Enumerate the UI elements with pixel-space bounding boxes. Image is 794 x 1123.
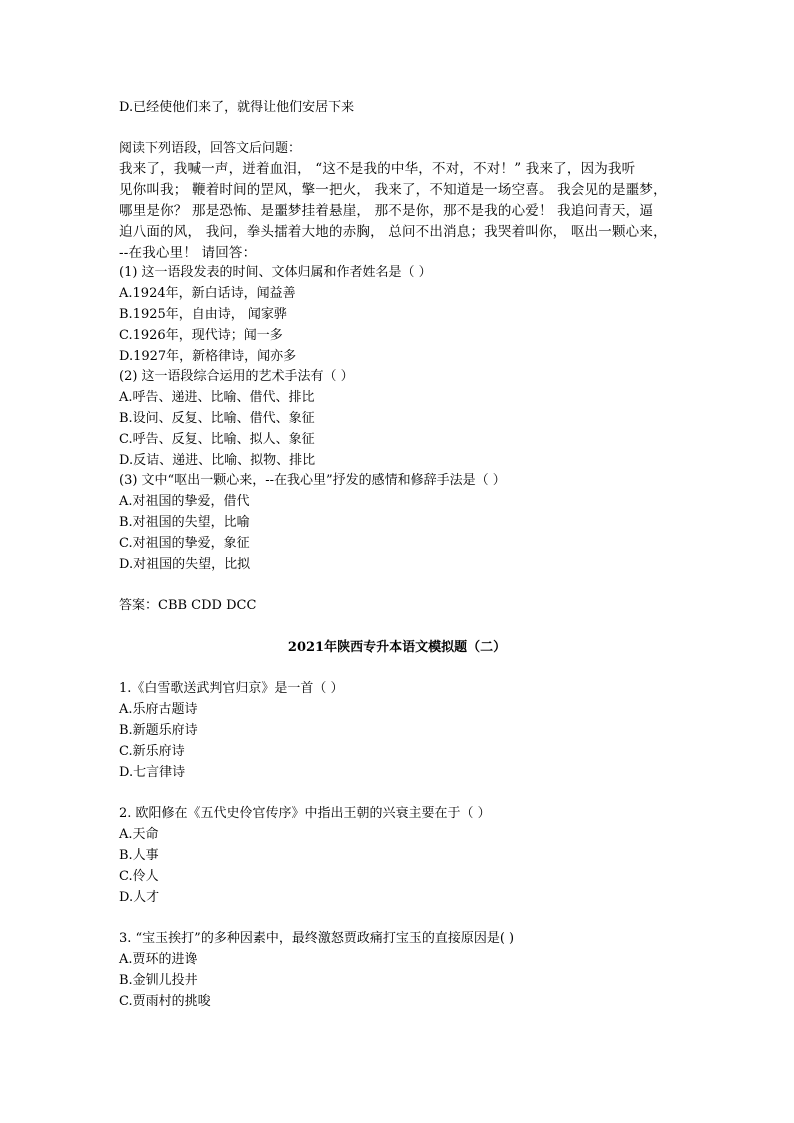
option-d: D.1927年，新格律诗，闻亦多 <box>119 349 297 364</box>
option-b: B.对祖国的失望，比喻 <box>119 515 250 530</box>
option-a: A.乐府古题诗 <box>119 702 198 717</box>
question-stem: (2) 这一语段综合运用的艺术手法有（ ） <box>119 369 354 384</box>
option-d: D.人才 <box>119 890 160 905</box>
option-b: B.金钏儿投井 <box>119 973 198 988</box>
option-c: C.呼告、反复、比喻、拟人、象征 <box>119 432 315 447</box>
option-a: A.对祖国的挚爱，借代 <box>119 494 250 509</box>
option-c: C.伶人 <box>119 869 159 884</box>
option-c: C.新乐府诗 <box>119 744 185 759</box>
passage-line-1: 我来了，我喊一声，迸着血泪， “这不是我的中华，不对，不对！” 我来了，因为我听 <box>119 161 636 177</box>
option-d: D.七言律诗 <box>119 765 186 780</box>
option-d: D.对祖国的失望，比拟 <box>119 557 251 572</box>
option-b: B.新题乐府诗 <box>119 723 198 738</box>
option-d-prev-question: D.已经使他们来了，就得让他们安居下来 <box>119 100 355 115</box>
option-c: C.对祖国的挚爱，象征 <box>119 536 250 551</box>
question-stem: (1) 这一语段发表的时间、文体归属和作者姓名是（ ） <box>119 265 432 280</box>
answer-key: 答案：CBB CDD DCC <box>119 598 257 613</box>
passage-line-2: 见你叫我； 鞭着时间的罡风，擎一把火， 我来了，不知道是一场空喜。 我会见的是噩梦， <box>119 182 667 198</box>
option-a: A.呼告、递进、比喻、借代、排比 <box>119 390 315 405</box>
passage-line-4: 迫八面的风， 我问，拳头擂着大地的赤胸， 总问不出消息；我哭着叫你， 呕出一颗心来， <box>119 224 667 240</box>
option-a: A.天命 <box>119 827 159 842</box>
option-d: D.反诘、递进、比喻、拟物、排比 <box>119 453 316 468</box>
option-b: B.1925年，自由诗， 闻家骅 <box>119 307 287 322</box>
option-b: B.设问、反复、比喻、借代、象征 <box>119 411 315 426</box>
option-a: A.贾环的进谗 <box>119 952 198 967</box>
section-title: 2021年陕西专升本语文模拟题（二） <box>287 640 507 655</box>
passage-line-3: 哪里是你？ 那是恐怖、是噩梦挂着悬崖， 那不是你，那不是我的心爱！ 我追问青天，逼 <box>119 203 654 219</box>
question-stem: 1.《白雪歌送武判官归京》是一首（ ） <box>119 681 344 696</box>
option-a: A.1924年，新白话诗，闻益善 <box>119 286 296 301</box>
question-stem: 2. 欧阳修在《五代史伶官传序》中指出王朝的兴衰主要在于（ ） <box>119 806 491 821</box>
option-c: C.1926年，现代诗；闻一多 <box>119 328 283 343</box>
question-stem: (3) 文中“呕出一颗心来，--在我心里”抒发的感情和修辞手法是（ ） <box>119 473 506 488</box>
option-c: C.贾雨村的挑唆 <box>119 994 211 1009</box>
option-b: B.人事 <box>119 848 159 863</box>
reading-instruction: 阅读下列语段，回答文后问题： <box>119 141 302 156</box>
question-stem: 3. “宝玉挨打”的多种因素中，最终激怒贾政痛打宝玉的直接原因是( ) <box>119 931 515 946</box>
passage-line-5: --在我心里！ 请回答： <box>119 245 257 261</box>
